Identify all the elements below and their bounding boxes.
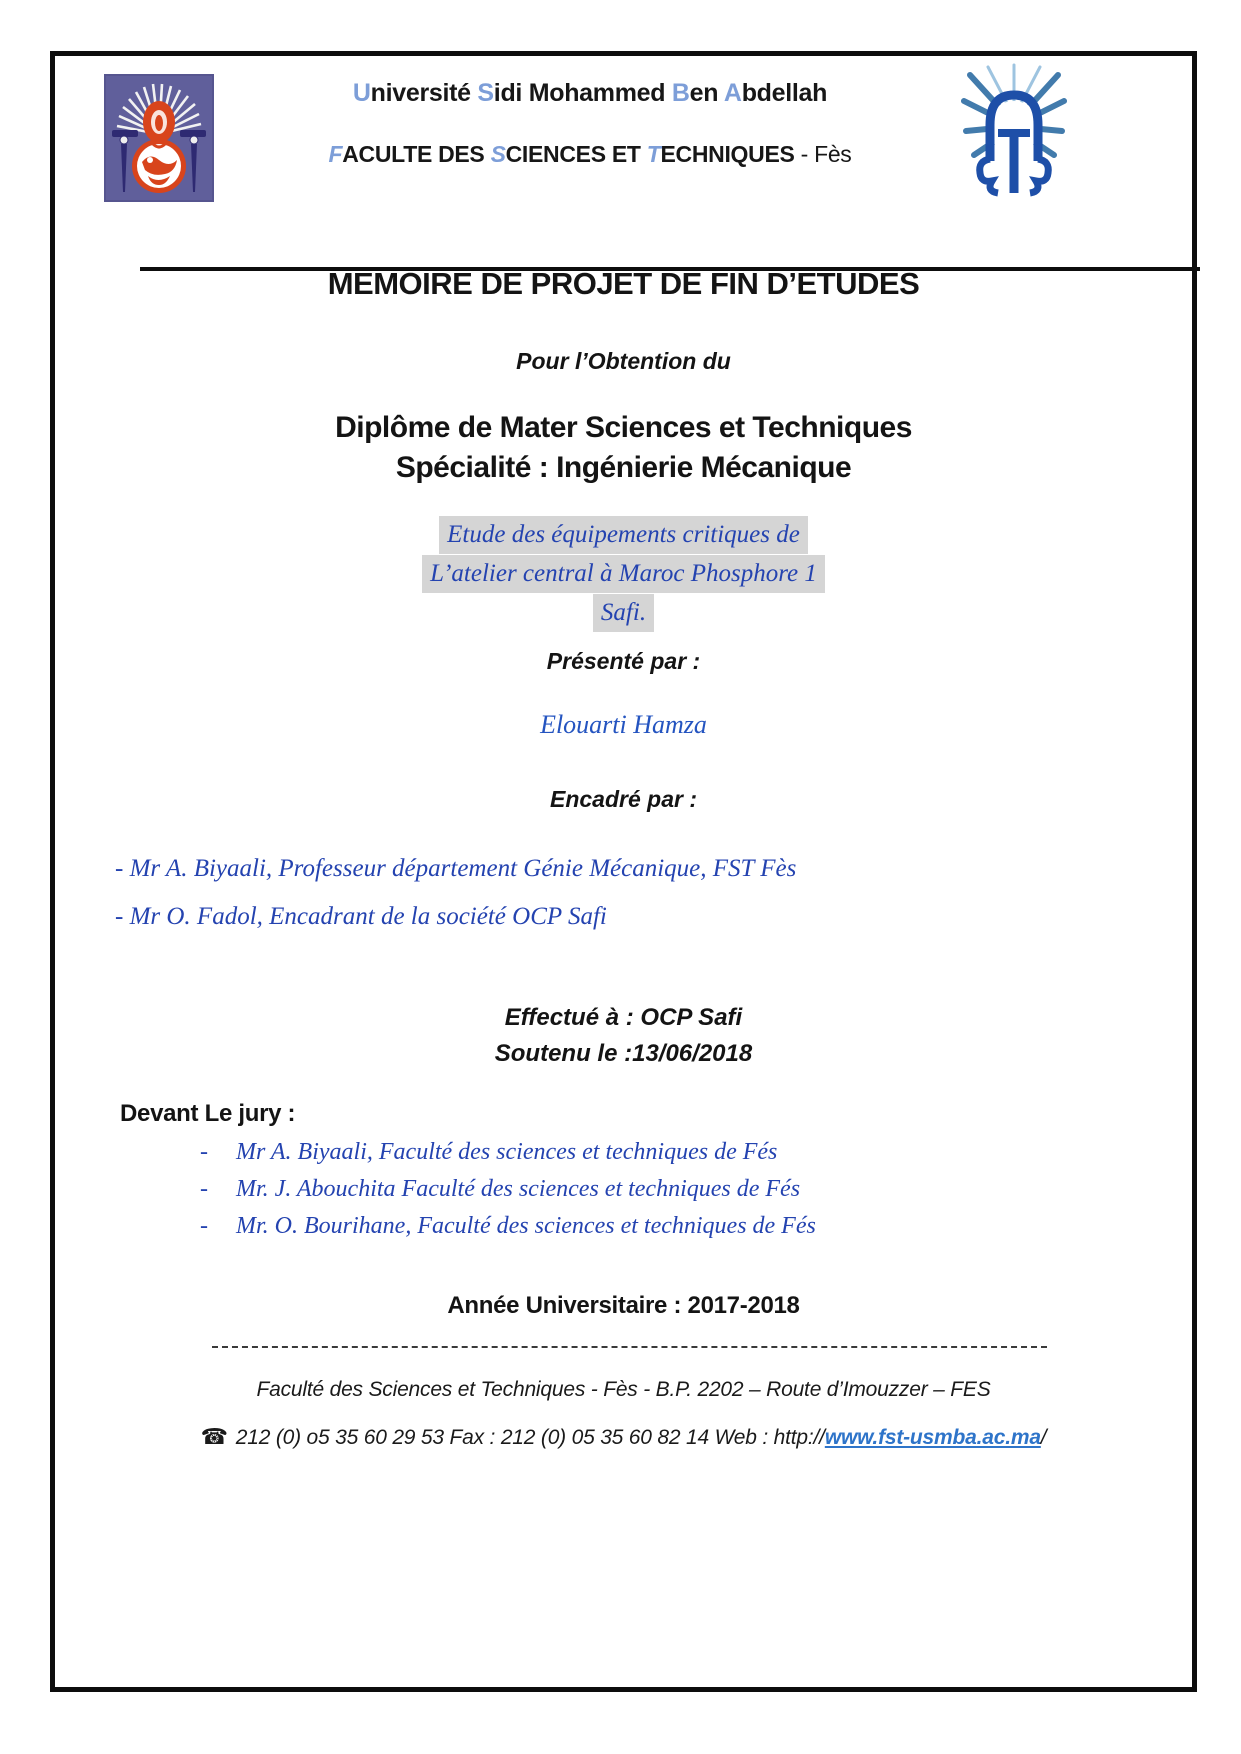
faculty-name: FACULTE DES SCIENCES ET TECHNIQUES - Fès [328, 141, 852, 167]
university-initial: U [352, 79, 371, 107]
academic-year: Année Universitaire : 2017-2018 [447, 1292, 800, 1319]
footer-contact-text: 212 (0) o5 35 60 29 53 Fax : 212 (0) 05 35 60 82 14 Web : http:// [235, 1426, 825, 1449]
diploma-title [50, 408, 1197, 488]
website-link[interactable]: www.fst-usmba.ac.ma [824, 1426, 1041, 1449]
diploma-line1: Diplôme de Mater Sciences et Techniques [335, 411, 912, 444]
phone-icon: ☎ [200, 1424, 228, 1449]
jury-member: Mr A. Biyaali, Faculté des sciences et techniques de Fés [236, 1139, 778, 1165]
jury-item [200, 1208, 1140, 1245]
defended-on: Soutenu le :13/06/2018 [494, 1040, 753, 1067]
footer-address: Faculté des Sciences et Techniques - Fès - B.P. 2202 – Route d’Imouzzer – FES [256, 1378, 991, 1401]
project-title-line3: Safi. [593, 594, 654, 632]
supervisor-item: - Mr O. Fadol, Encadrant de la société OCP Safi [115, 903, 607, 930]
jury-list [200, 1134, 1140, 1245]
project-title-line2: L’atelier central à Maroc Phosphore 1 [422, 555, 825, 593]
jury-member: Mr. O. Bourihane, Faculté des sciences et techniques de Fés [236, 1213, 816, 1239]
jury-bullet: - [200, 1139, 208, 1165]
project-title [50, 516, 1197, 633]
project-title-line1: Etude des équipements critiques de [439, 516, 808, 554]
jury-item [200, 1171, 1140, 1208]
footer-contact-suffix: / [1040, 1426, 1047, 1449]
jury-label: Devant Le jury : [120, 1100, 296, 1127]
diploma-line2: Spécialité : Ingénierie Mécanique [395, 451, 852, 484]
faculty-initial: F [328, 141, 343, 167]
supervised-by-label: Encadré par : [550, 786, 697, 812]
supervisor-item: - Mr A. Biyaali, Professeur département Génie Mécanique, FST Fès [115, 855, 797, 882]
header-text [250, 79, 930, 168]
presented-by-label: Présenté par : [546, 648, 701, 674]
obtention-subtitle: Pour l’Obtention du [516, 348, 731, 374]
jury-bullet: - [200, 1176, 208, 1202]
jury-item [200, 1134, 1140, 1171]
defense-info [50, 1000, 1197, 1072]
document-title: MEMOIRE DE PROJET DE FIN D’ETUDES [327, 266, 920, 301]
university-name: Université Sidi Mohammed Ben Abdellah [352, 79, 828, 107]
footer-dashed-divider [212, 1346, 1047, 1348]
carried-out-at: Effectué à : OCP Safi [504, 1004, 743, 1031]
jury-bullet: - [200, 1213, 208, 1239]
fst-fes-logo [960, 61, 1068, 199]
header [50, 51, 1197, 219]
supervisors-list [115, 845, 1115, 941]
author-name: Elouarti Hamza [540, 710, 707, 739]
jury-member: Mr. J. Abouchita Faculté des sciences et techniques de Fés [236, 1176, 801, 1202]
usmba-crest-logo [104, 74, 214, 202]
footer-contact [50, 1424, 1197, 1450]
